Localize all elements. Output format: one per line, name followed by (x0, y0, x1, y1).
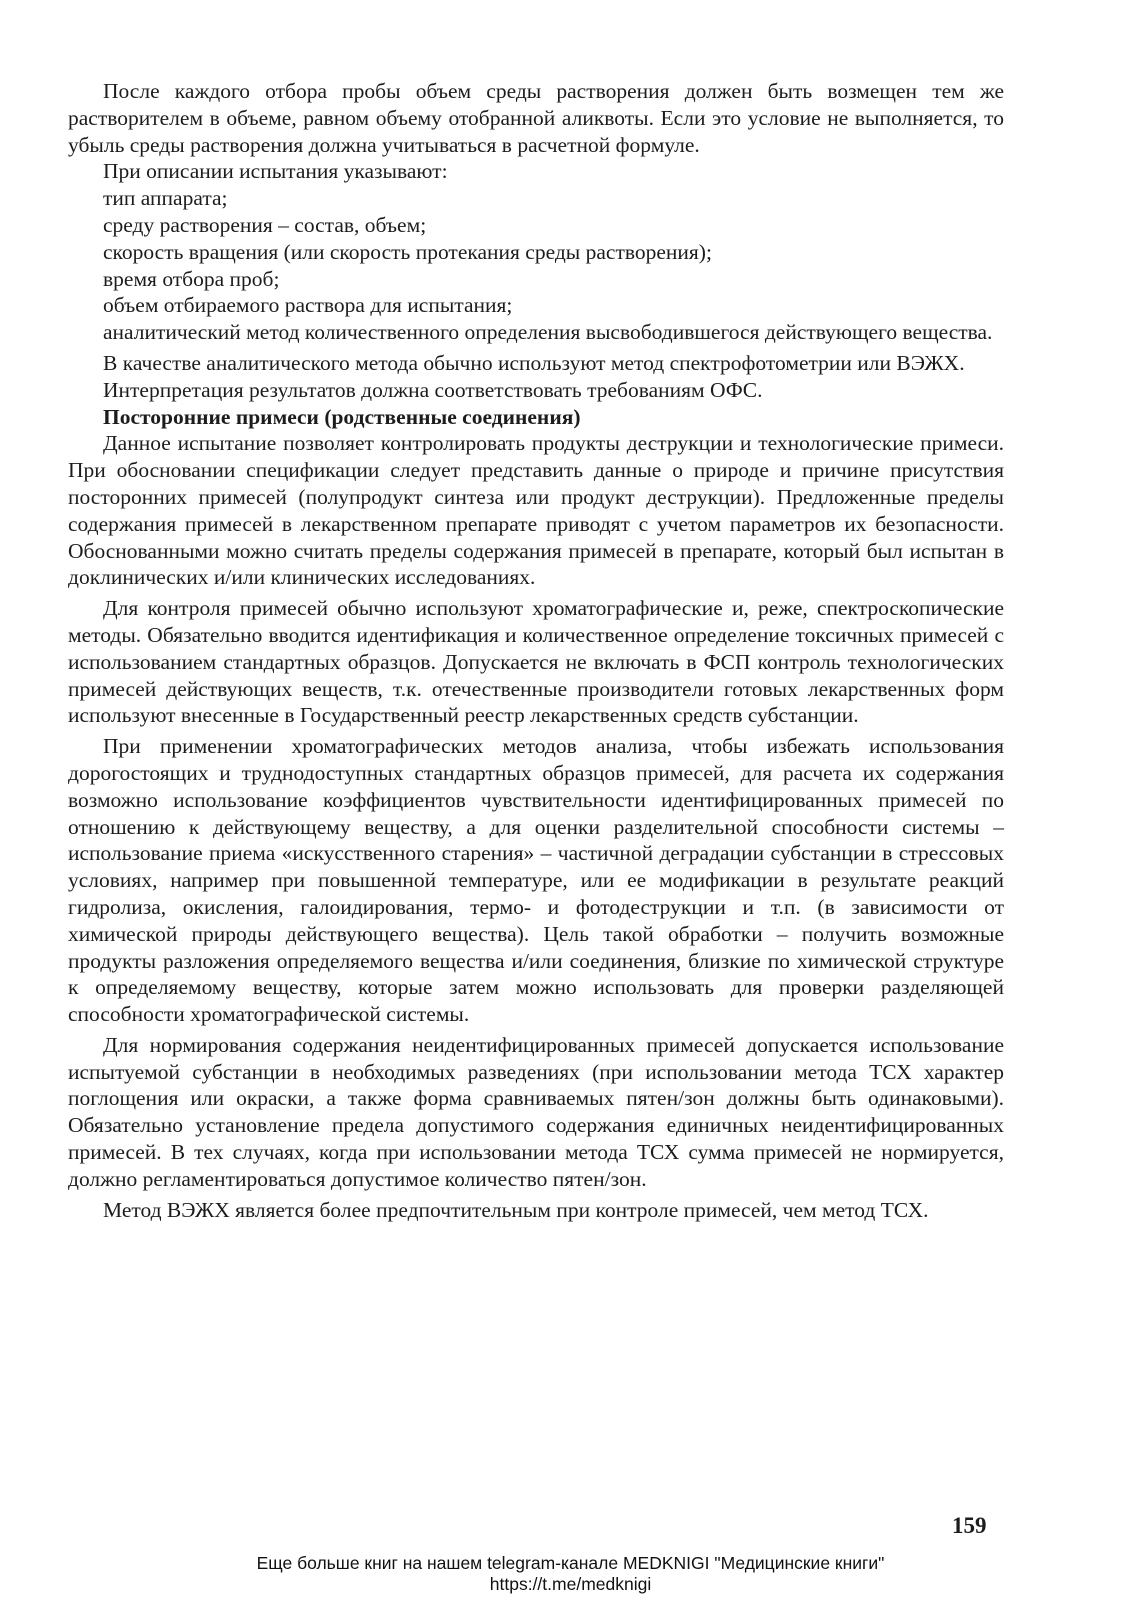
paragraph-interpretation: Интерпретация результатов должна соответствовать требованиям ОФС. (103, 377, 763, 402)
paragraph-dissolution-volume: После каждого отбора пробы объем среды растворения должен быть возмещен тем же растворителем в объеме, равном объему отобранной аликвоты. Если это условие не выполняется, то убыль среды растворения должна учитываться в расчетной формуле. (68, 79, 1004, 157)
footer-promo-text: Еще больше книг на нашем telegram-канале MEDKNIGI "Медицинские книги" (256, 1553, 885, 1573)
list-intro: При описании испытания указывают: (103, 159, 448, 184)
list-item: тип аппарата; (103, 186, 228, 211)
list-item: скорость вращения (или скорость протекания среды растворения); (103, 239, 712, 264)
footer-link[interactable]: https://t.me/medknigi (489, 1574, 652, 1594)
paragraph-chromatographic-methods: Для контроля примесей обычно используют хроматографические и, реже, спектроскопические методы. Обязательно вводится идентификация и количественное определение токсичных примесей с использованием стандартных образцов. Допускается не включать в ФСП контроль технологических примесей действующих веществ, т.к. отечественные производители готовых лекарственных форм используют внесенные в Государственный реестр лекарственных средств субстанции. (68, 596, 1004, 728)
paragraph-chromatography-application: При применении хроматографических методов анализа, чтобы избежать использования дорогостоящих и труднодоступных стандартных образцов примесей, для расчета их содержания возможно использование коэффициентов чувствительности идентифицированных примесей по отношению к действующему веществу, а для оценки разделительной способности системы – использование приема «искусственного старения» – частичной деградации субстанции в стрессовых условиях, например при повышенной температуре, или ее модификации в результате реакций гидролиза, окисления, галоидирования, термо- и фотодеструкции и т.п. (в зависимости от химической природы действующего вещества). Цель такой обработки – получить возможные продукты разложения определяемого вещества и/или соединения, близкие по химической структуре к определяемому веществу, которые затем можно использовать для проверки разделяющей способности хроматографической системы. (68, 734, 1004, 1027)
page-body (68, 78, 1004, 1223)
paragraph-unidentified-impurities: Для нормирования содержания неидентифицированных примесей допускается использование испытуемой субстанции в необходимых разведениях (при использовании метода ТСХ характер поглощения или окраски, а также форма сравниваемых пятен/зон должны быть одинаковыми). Обязательно установление предела допустимого содержания единичных неидентифицированных примесей. В тех случаях, когда при использовании метода ТСХ сумма примесей не нормируется, должно регламентироваться допустимое количество пятен/зон. (68, 1032, 1004, 1191)
paragraph-analytical-method: В качестве аналитического метода обычно используют метод спектрофотометрии или ВЭЖХ. (103, 350, 965, 375)
list-item: среду растворения – состав, объем; (103, 212, 427, 237)
paragraph-impurities-control: Данное испытание позволяет контролировать продукты деструкции и технологические примеси. При обосновании спецификации следует представить данные о природе и причине присутствия посторонних примесей (полупродукт синтеза или продукт деструкции). Предложенные пределы содержания примесей в лекарственном препарате приводят с учетом параметров их безопасности. Обоснованными можно считать пределы содержания примесей в препарате, который был испытан в доклинических и/или клинических исследованиях. (68, 431, 1004, 590)
list-item-last: аналитический метод количественного определения высвободившегося действующего вещества. (103, 320, 993, 345)
section-heading: Посторонние примеси (родственные соединения) (103, 404, 581, 429)
list-item: объем отбираемого раствора для испытания; (103, 293, 513, 318)
list-item: время отбора проб; (103, 266, 280, 291)
paragraph-hplc-preferred: Метод ВЭЖХ является более предпочтительным при контроле примесей, чем метод ТСХ. (103, 1197, 929, 1222)
page-number: 159 (952, 1513, 987, 1538)
